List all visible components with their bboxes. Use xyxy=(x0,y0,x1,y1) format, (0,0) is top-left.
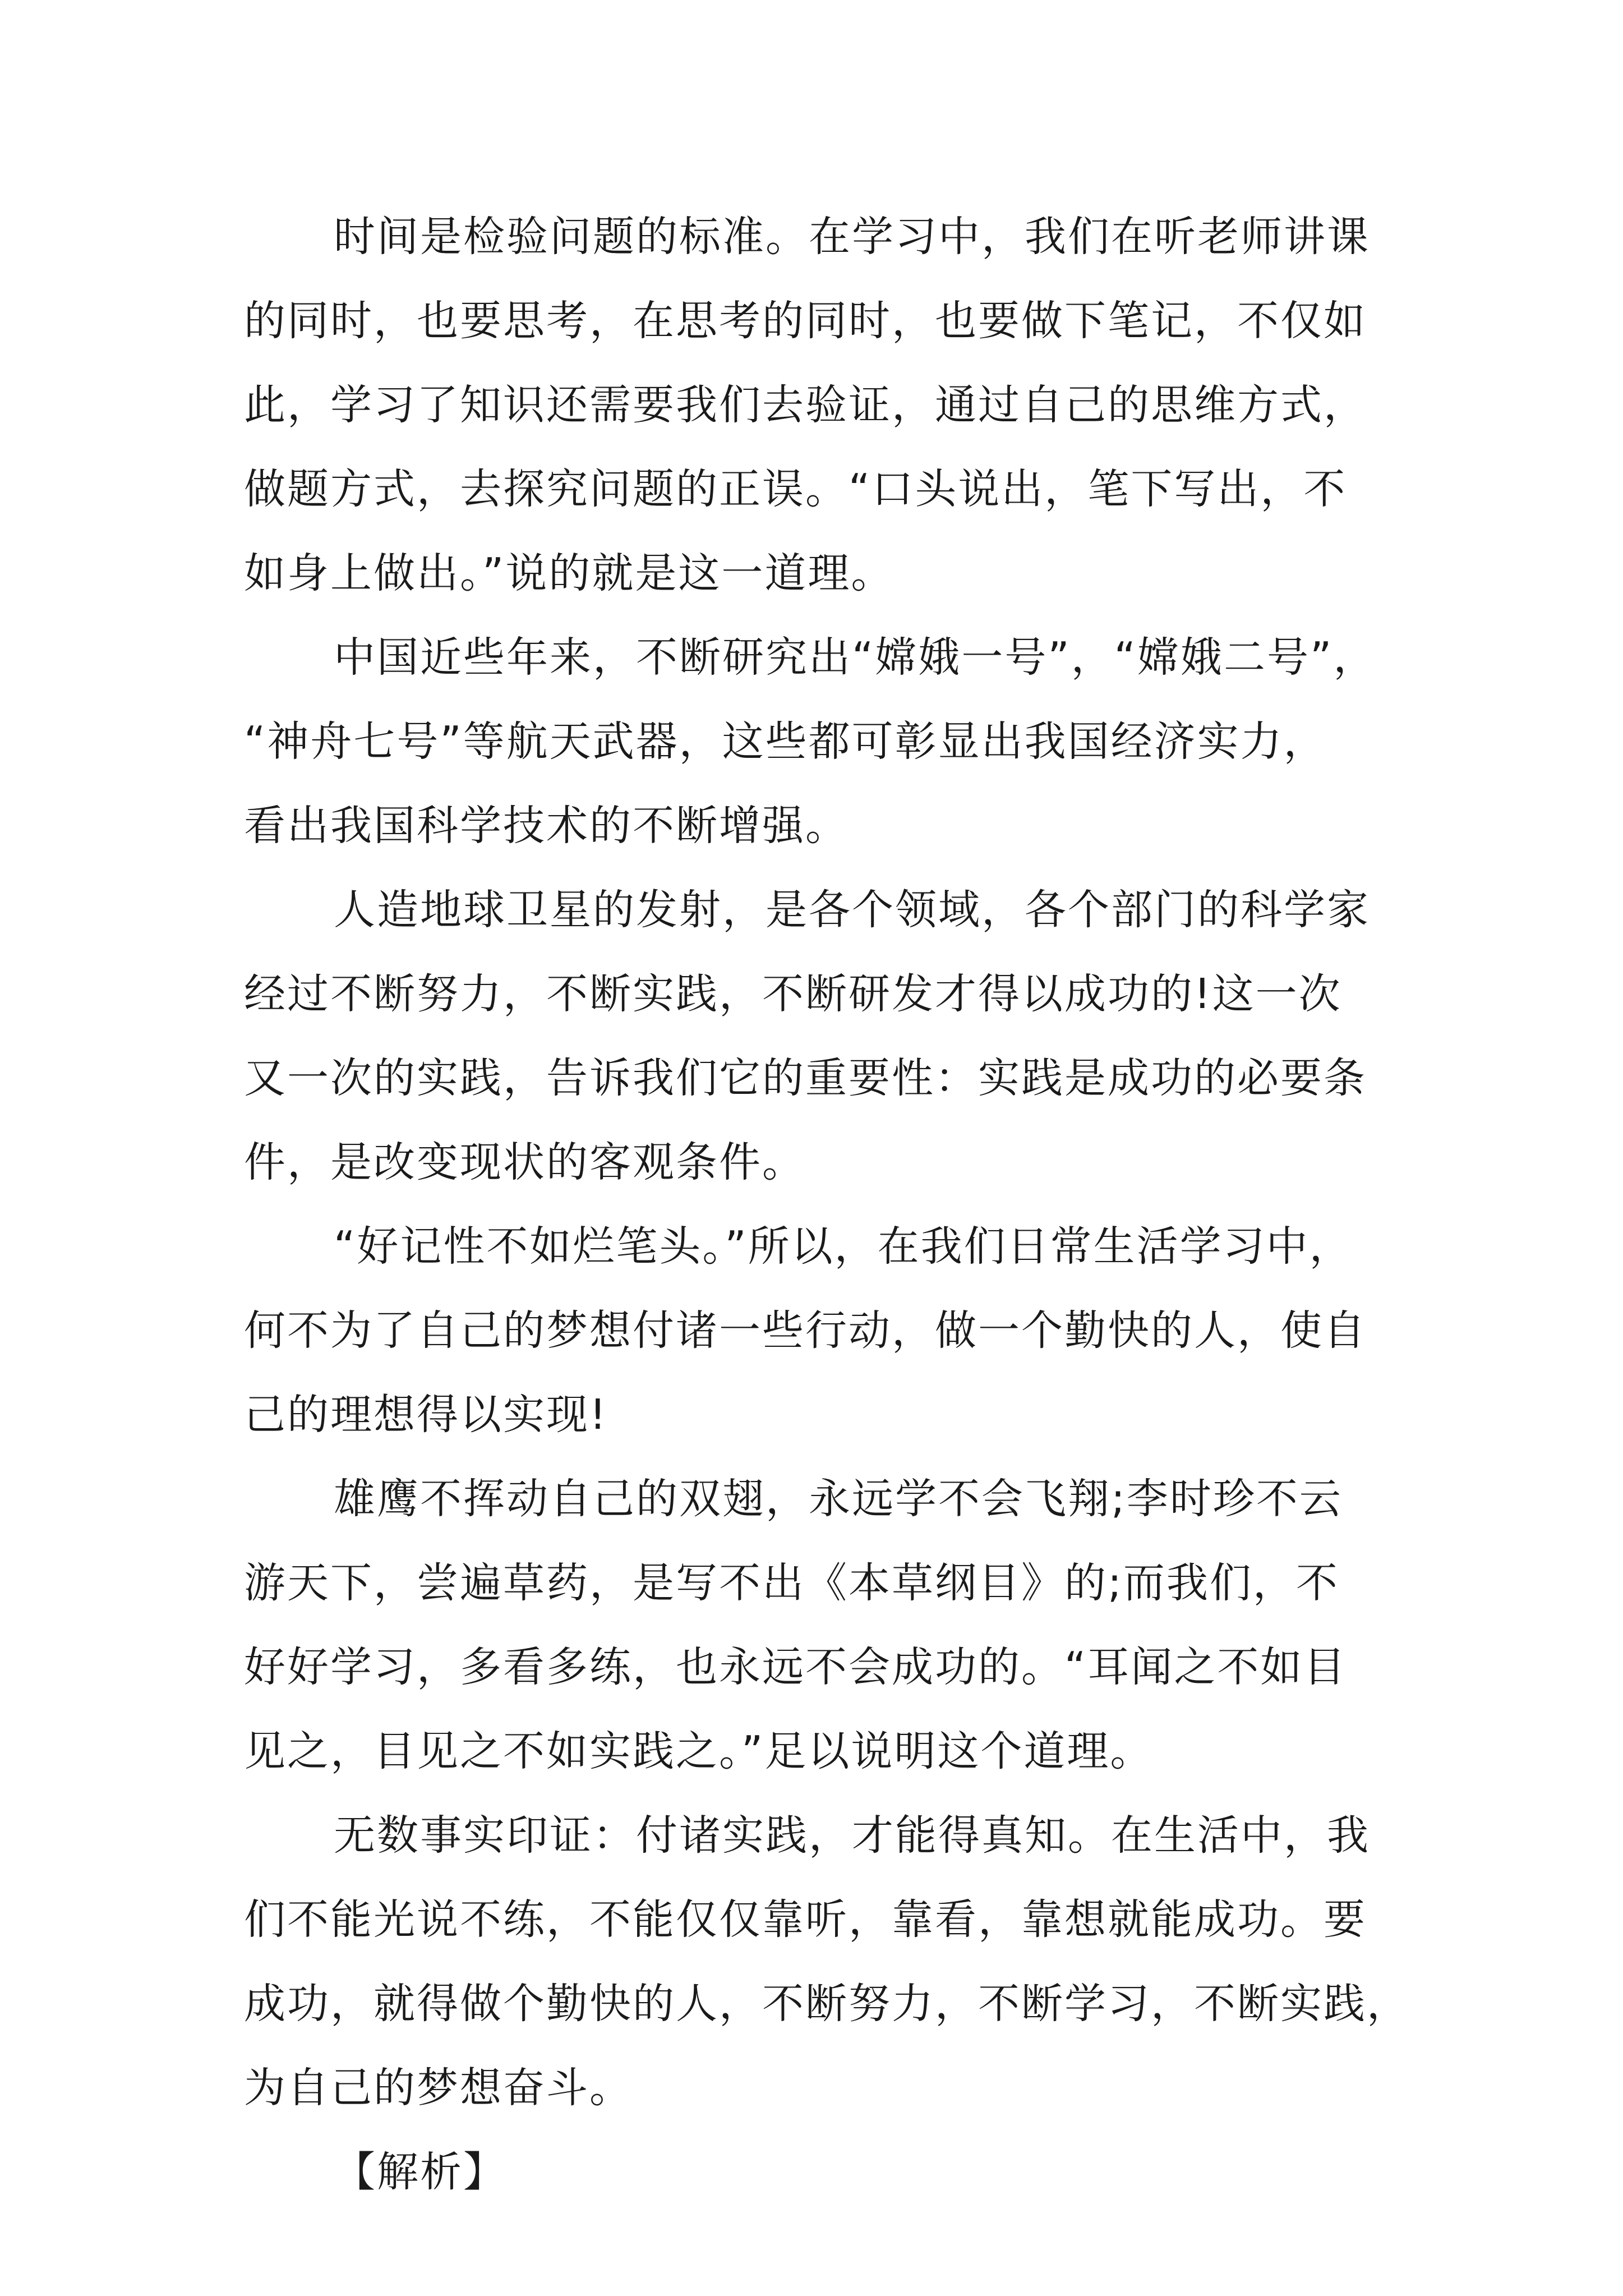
text-line: 人造地球卫星的发射，是各个领域，各个部门的科学家 xyxy=(334,886,1370,934)
text-line: 做题方式，去探究问题的正误。“口头说出，笔下写出，不 xyxy=(244,465,1347,513)
text-line: 为自己的梦想奋斗。 xyxy=(244,2064,633,2112)
text-line: 时间是检验问题的标准。在学习中，我们在听老师讲课 xyxy=(334,213,1370,261)
text-line: 中国近些年来，不断研究出“嫦娥一号”，“嫦娥二号”， xyxy=(334,633,1377,682)
text-line: 又一次的实践，告诉我们它的重要性：实践是成功的必要条 xyxy=(244,1054,1367,1102)
text-line: 此，学习了知识还需要我们去验证，通过自己的思维方式， xyxy=(244,381,1367,429)
text-line: 见之，目见之不如实践之。”足以说明这个道理。 xyxy=(244,1727,1154,1775)
text-line: 无数事实印证：付诸实践，才能得真知。在生活中，我 xyxy=(334,1811,1370,1860)
text-line: “好记性不如烂笔头。”所以，在我们日常生活学习中， xyxy=(334,1222,1353,1271)
text-line: 雄鹰不挥动自己的双翅，永远学不会飞翔;李时珍不云 xyxy=(334,1475,1343,1523)
section-heading: 【解析】 xyxy=(334,2148,506,2196)
text-line: 己的理想得以实现! xyxy=(244,1391,608,1439)
text-line: 游天下，尝遍草药，是写不出《本草纲目》的;而我们，不 xyxy=(244,1559,1339,1607)
text-line: 如身上做出。”说的就是这一道理。 xyxy=(244,549,895,597)
text-line: 经过不断努力，不断实践，不断研发才得以成功的!这一次 xyxy=(244,970,1342,1018)
text-line: 何不为了自己的梦想付诸一些行动，做一个勤快的人，使自 xyxy=(244,1306,1367,1355)
text-line: 成功，就得做个勤快的人，不断努力，不断学习，不断实践， xyxy=(244,1980,1410,2028)
text-line: 件，是改变现状的客观条件。 xyxy=(244,1138,805,1186)
text-line: 的同时，也要思考，在思考的同时，也要做下笔记，不仅如 xyxy=(244,297,1367,345)
text-line: 们不能光说不练，不能仅仅靠听，靠看，靠想就能成功。要 xyxy=(244,1895,1367,1944)
text-line: “神舟七号”等航天武器，这些都可彰显出我国经济实力， xyxy=(244,717,1327,766)
text-line: 好好学习，多看多练，也永远不会成功的。“耳闻之不如目 xyxy=(244,1643,1347,1691)
text-line: 看出我国科学技术的不断增强。 xyxy=(244,802,849,850)
